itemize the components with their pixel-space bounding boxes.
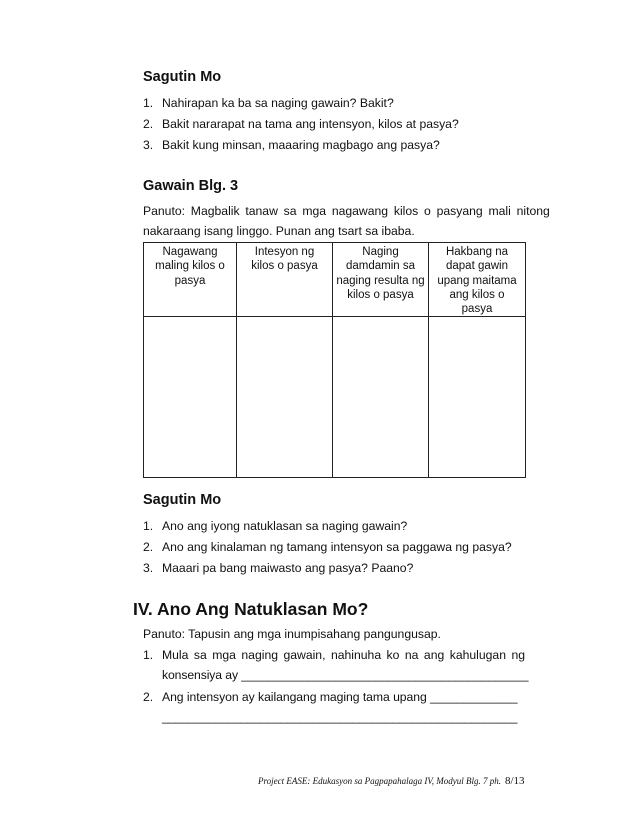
list-item: Ano ang kinalaman ng tamang intensyon sa paggawa ng pasya?: [162, 540, 512, 554]
footer-text: Project EASE: Edukasyon sa Pagpapahalaga IV, Modyul Blg. 7 ph.: [258, 776, 501, 786]
answer-cell[interactable]: [237, 317, 333, 478]
section-heading-natuklasan: IV. Ano Ang Natuklasan Mo?: [133, 599, 369, 619]
answer-cell[interactable]: [333, 317, 429, 478]
column-header: Hakbang na dapat gawin upang maitama ang kilos o pasya: [429, 243, 526, 317]
list-number: 1.: [143, 96, 154, 110]
section-heading-sagutin-mo-1: Sagutin Mo: [143, 69, 222, 85]
table-row: [144, 317, 526, 478]
list-number: 2.: [143, 690, 154, 704]
list-item: Bakit kung minsan, maaaring magbago ang pasya?: [162, 138, 440, 152]
instruction-line: Panuto: Magbalik tanaw sa mga nagawang kilos o pasyang mali nitong: [143, 204, 550, 218]
instruction-line: Panuto: Tapusin ang mga inumpisahang pangungusap.: [143, 627, 441, 641]
sentence-blank-line[interactable]: konsensiya ay ___________________________________________: [162, 668, 529, 682]
list-number: 1.: [143, 519, 154, 533]
list-number: 3.: [143, 561, 154, 575]
list-item: Nahirapan ka ba sa naging gawain? Bakit?: [162, 96, 394, 110]
answer-cell[interactable]: [429, 317, 526, 478]
page-footer: [258, 775, 525, 787]
list-item: Bakit nararapat na tama ang intensyon, kilos at pasya?: [162, 117, 459, 131]
list-number: 2.: [143, 540, 154, 554]
column-header: Naging damdamin sa naging resulta ng kilos o pasya: [333, 243, 429, 317]
sentence-line: Ang intensyon ay kailangang maging tama upang _____________: [162, 690, 518, 704]
list-item: Maaari pa bang maiwasto ang pasya? Paano?: [162, 561, 414, 575]
column-header: Nagawang maling kilos o pasya: [144, 243, 237, 317]
list-item: Ano ang iyong natuklasan sa naging gawain?: [162, 519, 408, 533]
sentence-line: Mula sa mga naging gawain, nahinuha ko na ang kahulugan ng: [162, 648, 525, 662]
column-header: Intesyon ng kilos o pasya: [237, 243, 333, 317]
answer-cell[interactable]: [144, 317, 237, 478]
table-header-row: [144, 243, 526, 317]
list-number: 3.: [143, 138, 154, 152]
list-number: 2.: [143, 117, 154, 131]
instruction-line: nakaraang isang linggo. Punan ang tsart sa ibaba.: [143, 224, 415, 238]
section-heading-sagutin-mo-2: Sagutin Mo: [143, 492, 222, 508]
reflection-chart: [143, 242, 526, 478]
page-number: 8/13: [504, 775, 525, 787]
list-number: 1.: [143, 648, 154, 662]
sentence-blank-line[interactable]: ______________________________________________________: [162, 710, 518, 724]
section-heading-gawain-3: Gawain Blg. 3: [143, 178, 239, 194]
